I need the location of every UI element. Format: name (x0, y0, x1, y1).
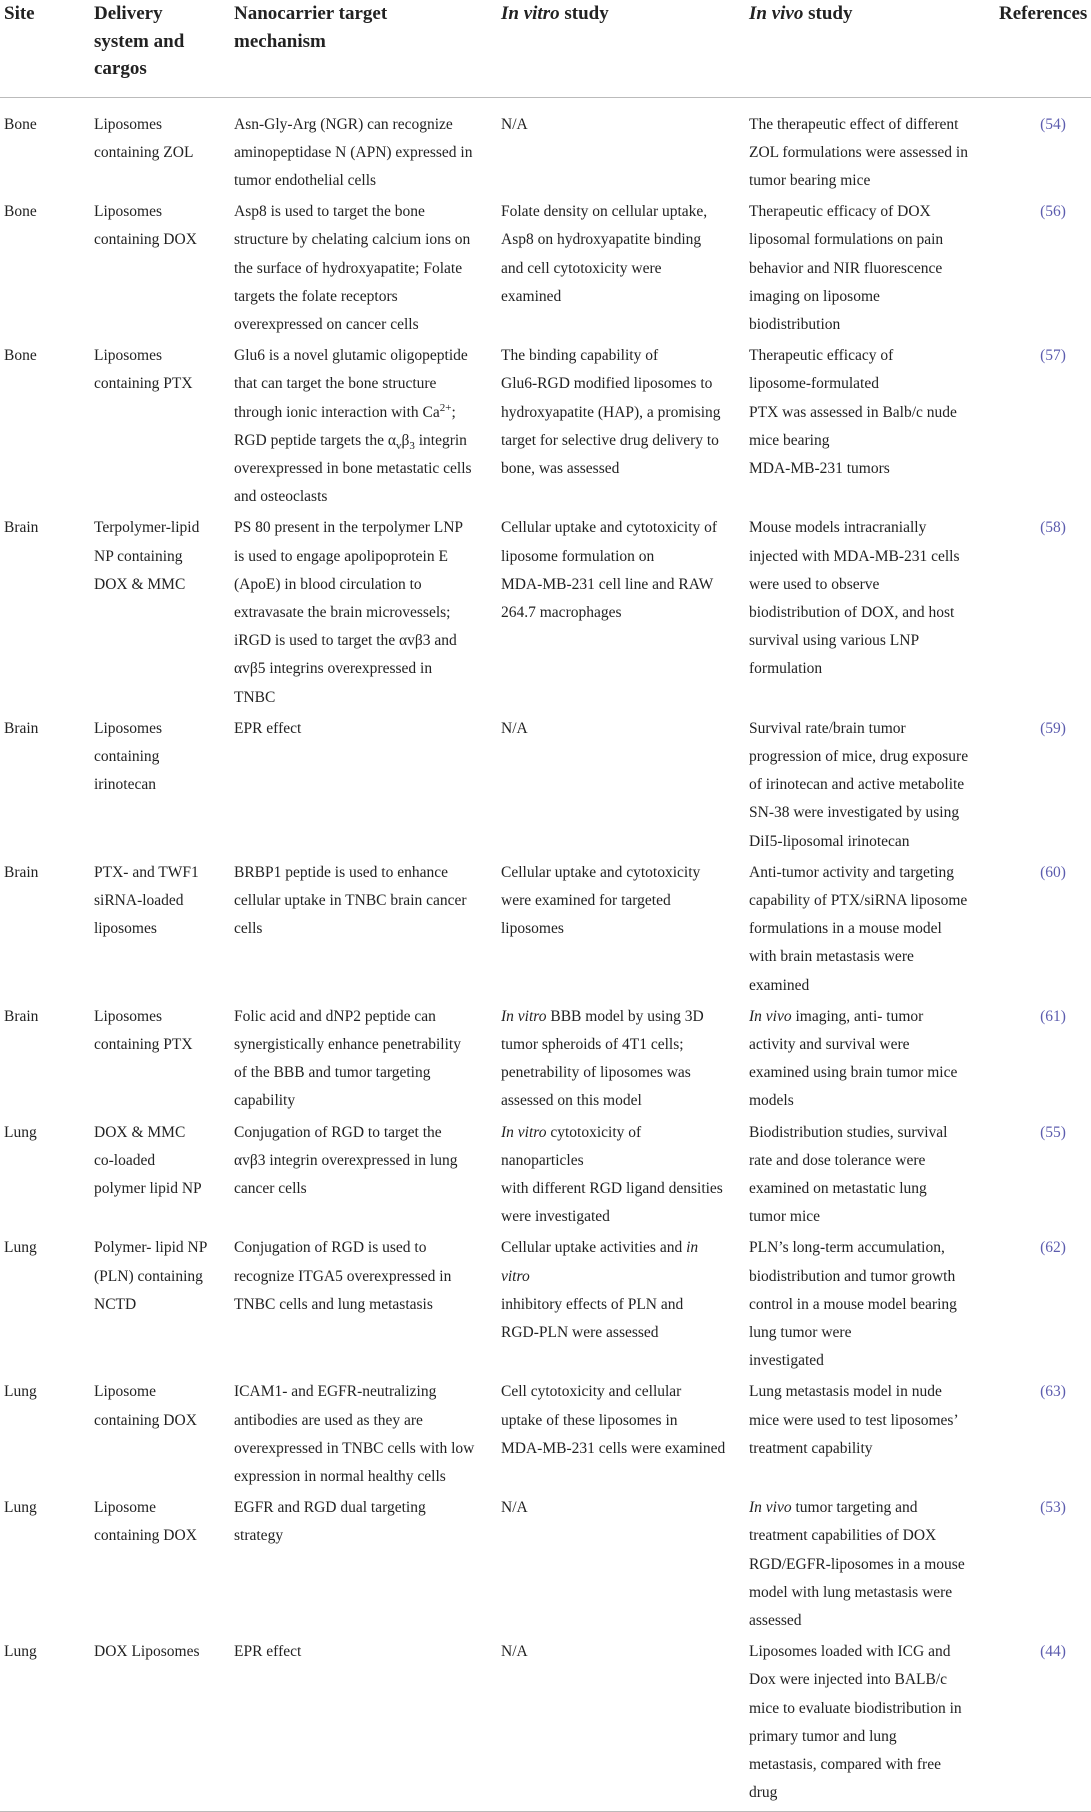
mechanism-cell: EPR effect (234, 719, 302, 737)
mechanism-cell: EGFR and RGD dual targeting strategy (234, 1499, 426, 1545)
header-in-vivo: In vivo study (745, 0, 995, 97)
mechanism-cell: ICAM1- and EGFR-neutralizing antibodies are used as they are overexpressed in TNBC cells with low expression in normal healthy cells (234, 1383, 475, 1486)
mechanism-cell: Conjugation of RGD is used to recognize ITGA5 overexpressed in TNBC cells and lung metastasis (234, 1239, 452, 1313)
reference-cell (995, 1635, 1091, 1812)
delivery-cell: Polymer- lipid NP (PLN) containing NCTD (94, 1239, 208, 1313)
mechanism-cell: Glu6 is a novel glutamic oligopeptide that can target the bone structure through ionic interaction with $Ca^{2+}$; RGD peptide targets the $\alpha_v\beta_3$ integrin overexpressed in bone metastatic cells and osteoclasts (234, 347, 472, 506)
in-vivo-cell: In vivo tumor targeting and treatment capabilities of DOX RGD/EGFR-liposomes in a mouse model with lung metastasis were assessed (749, 1499, 965, 1630)
reference-link[interactable]: (54) (1040, 115, 1066, 133)
in-vivo-cell: Survival rate/brain tumor progression of mice, drug exposure of irinotecan and active metabolite SN-38 were investigated by using DiI5-liposomal irinotecan (749, 719, 969, 850)
in-vivo-cell: In vivo imaging, anti- tumor activity and survival were examined using brain tumor mice models (749, 1007, 958, 1110)
reference-cell (995, 97, 1091, 195)
header-row (0, 0, 1091, 97)
in-vivo-cell: The therapeutic effect of different ZOL formulations were assessed in tumor bearing mice (749, 115, 968, 189)
header-site: Site (0, 0, 90, 97)
reference-link[interactable]: (58) (1040, 519, 1066, 537)
in-vivo-cell: Anti-tumor activity and targeting capability of PTX/siRNA liposome formulations in a mouse model with brain metastasis were examined (749, 863, 968, 994)
reference-link[interactable]: (55) (1040, 1123, 1066, 1141)
table-row (0, 1000, 1091, 1116)
delivery-cell: Liposomes containing irinotecan (94, 719, 163, 794)
in-vitro-cell: N/A (501, 1499, 528, 1517)
in-vivo-cell: Liposomes loaded with ICG and Dox were injected into BALB/c mice to evaluate biodistribution in primary tumor and lung metastasis, compared with free drug (745, 1635, 995, 1812)
in-vitro-cell: Cellular uptake and cytotoxicity were examined for targeted liposomes (501, 863, 701, 938)
delivery-cell: DOX Liposomes (90, 1635, 230, 1812)
table-row (0, 856, 1091, 1000)
delivery-cell: Terpolymer-lipid NP containing DOX & MMC (94, 519, 200, 593)
table-row (0, 1635, 1091, 1812)
site-cell: Bone (4, 347, 37, 365)
reference-cell (995, 1000, 1091, 1116)
mechanism-cell: Conjugation of RGD to target the αvβ3 integrin overexpressed in lung cancer cells (234, 1123, 458, 1198)
reference-cell (995, 1491, 1091, 1635)
reference-link[interactable]: (53) (1040, 1499, 1066, 1517)
header-delivery: Delivery system and cargos (90, 0, 230, 97)
site-cell: Brain (4, 519, 39, 537)
table-row (0, 1491, 1091, 1635)
delivery-cell: Liposomes containing PTX (94, 1007, 193, 1053)
reference-cell (995, 1116, 1091, 1232)
site-cell: Brain (4, 719, 39, 737)
site-cell: Lung (0, 1635, 90, 1812)
in-vitro-cell: Cellular uptake and cytotoxicity of liposome formulation on MDA-MB-231 cell line and RAW 264.7 macrophages (501, 519, 718, 621)
in-vivo-cell: Therapeutic efficacy of DOX liposomal formulations on pain behavior and NIR fluorescence imaging on liposome biodistribution (749, 203, 944, 333)
mechanism-cell: EPR effect (230, 1635, 497, 1812)
in-vivo-cell: PLN’s long-term accumulation, biodistribution and tumor growth control in a mouse model bearing lung tumor were investigated (749, 1239, 957, 1370)
table-row (0, 1231, 1091, 1375)
site-cell: Bone (4, 115, 37, 133)
in-vivo-cell: Biodistribution studies, survival rate and dose tolerance were examined on metastatic lung tumor mice (749, 1123, 948, 1226)
in-vitro-cell: N/A (501, 719, 528, 737)
header-in-vitro: In vitro study (497, 0, 745, 97)
reference-link[interactable]: (61) (1040, 1007, 1066, 1025)
site-cell: Lung (4, 1499, 37, 1517)
reference-link[interactable]: (62) (1040, 1239, 1066, 1257)
in-vitro-cell: In vitro BBB model by using 3D tumor spheroids of 4T1 cells; penetrability of liposomes was assessed on this model (501, 1007, 704, 1110)
table-row (0, 511, 1091, 711)
delivery-cell: DOX & MMC co-loaded polymer lipid NP (94, 1123, 202, 1198)
delivery-cell: Liposome containing DOX (94, 1383, 197, 1429)
site-cell: Lung (4, 1239, 37, 1257)
in-vitro-cell: N/A (497, 1635, 745, 1812)
in-vitro-cell: Cellular uptake activities and in vitro inhibitory effects of PLN and RGD-PLN were assessed (501, 1239, 699, 1342)
reference-link[interactable]: (59) (1040, 719, 1066, 737)
table-row (0, 195, 1091, 339)
in-vivo-cell: Lung metastasis model in nude mice were used to test liposomes’ treatment capability (749, 1383, 959, 1457)
reference-cell (995, 1375, 1091, 1491)
site-cell: Bone (4, 203, 37, 221)
table-row (0, 1116, 1091, 1232)
mechanism-cell: BRBP1 peptide is used to enhance cellular uptake in TNBC brain cancer cells (234, 863, 467, 938)
delivery-cell: Liposomes containing PTX (94, 347, 193, 393)
reference-cell (995, 712, 1091, 856)
header-references: References (995, 0, 1091, 97)
in-vitro-cell: N/A (501, 115, 528, 133)
table-row (0, 97, 1091, 195)
delivery-cell: Liposome containing DOX (94, 1499, 197, 1545)
mechanism-cell: Folic acid and dNP2 peptide can synergistically enhance penetrability of the BBB and tumor targeting capability (234, 1007, 461, 1110)
delivery-cell: Liposomes containing DOX (94, 203, 197, 249)
header-mechanism: Nanocarrier target mechanism (230, 0, 497, 97)
reference-link[interactable]: (57) (1040, 347, 1066, 365)
in-vitro-cell: Cell cytotoxicity and cellular uptake of these liposomes in MDA-MB-231 cells were examined (501, 1383, 726, 1457)
delivery-cell: Liposomes containing ZOL (94, 115, 194, 161)
reference-cell (995, 195, 1091, 339)
table-row (0, 339, 1091, 511)
reference-link[interactable]: (63) (1040, 1383, 1066, 1401)
in-vivo-cell: Mouse models intracranially injected with MDA-MB-231 cells were used to observe biodistribution of DOX, and host survival using various LNP formulation (749, 519, 960, 678)
reference-cell (995, 339, 1091, 511)
table-row (0, 1375, 1091, 1491)
reference-cell (995, 511, 1091, 711)
reference-link[interactable]: (60) (1040, 863, 1066, 881)
table-row (0, 712, 1091, 856)
site-cell: Lung (4, 1383, 37, 1401)
reference-link[interactable]: (56) (1040, 203, 1066, 221)
site-cell: Brain (4, 863, 39, 881)
reference-link[interactable]: (44) (1040, 1643, 1066, 1661)
mechanism-cell: PS 80 present in the terpolymer LNP is used to engage apolipoprotein E (ApoE) in blood circulation to extravasate the brain microvessels; iRGD is used to target the αvβ3 and αvβ5 integrins overexpressed in TNBC (234, 519, 464, 706)
in-vivo-cell: Therapeutic efficacy of liposome-formulated PTX was assessed in Balb/c nude mice bearing MDA-MB-231 tumors (749, 347, 957, 477)
reference-cell (995, 856, 1091, 1000)
mechanism-cell: Asn-Gly-Arg (NGR) can recognize aminopeptidase N (APN) expressed in tumor endothelial cells (234, 115, 473, 189)
mechanism-cell: Asp8 is used to target the bone structure by chelating calcium ions on the surface of hydroxyapatite; Folate targets the folate receptors overexpressed on cancer cells (234, 203, 471, 333)
site-cell: Brain (4, 1007, 39, 1025)
in-vitro-cell: In vitro cytotoxicity of nanoparticles with different RGD ligand densities were investigated (501, 1123, 723, 1226)
delivery-cell: PTX- and TWF1 siRNA-loaded liposomes (94, 863, 199, 938)
in-vitro-cell: Folate density on cellular uptake, Asp8 on hydroxyapatite binding and cell cytotoxicity were examined (501, 203, 708, 305)
reference-cell (995, 1231, 1091, 1375)
in-vitro-cell: The binding capability of Glu6-RGD modified liposomes to hydroxyapatite (HAP), a promising target for selective drug delivery to bone, was assessed (501, 347, 721, 477)
site-cell: Lung (4, 1123, 37, 1141)
